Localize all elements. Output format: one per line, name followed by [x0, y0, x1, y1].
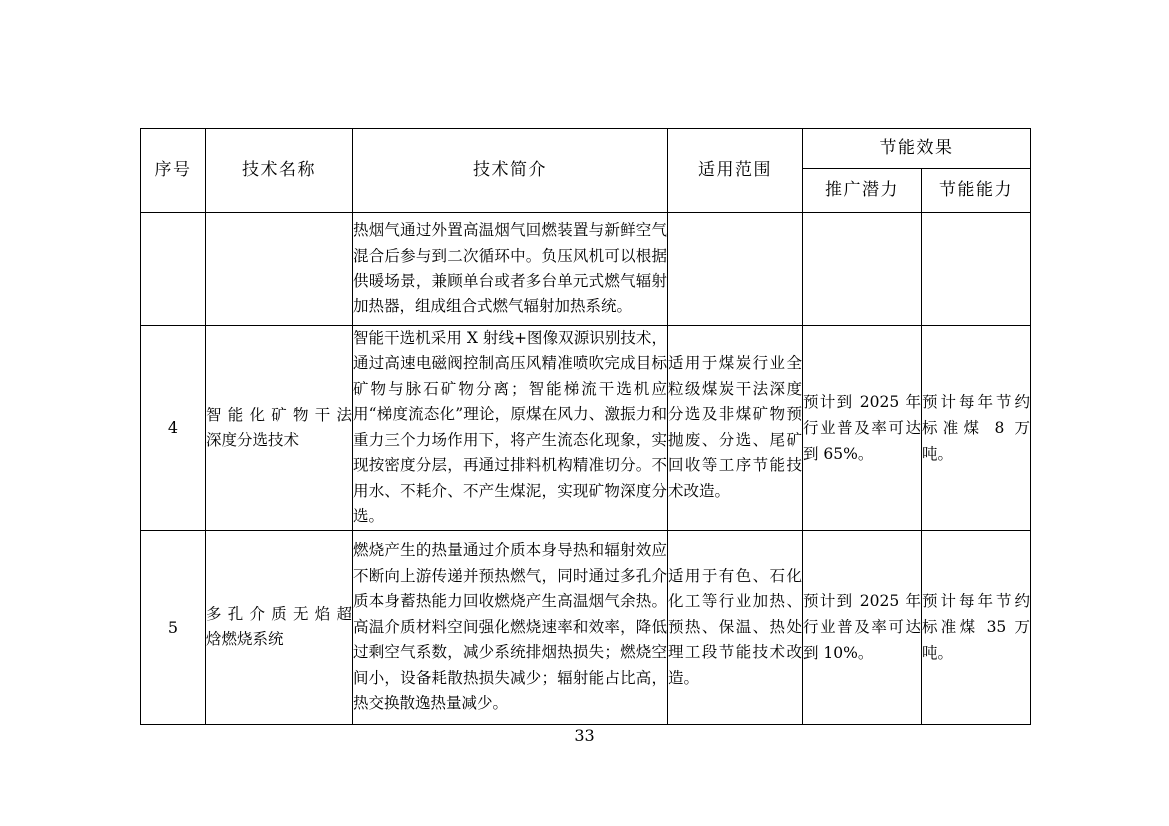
page-number: 33: [574, 726, 595, 745]
cell-saving-capacity: 预计每年节约标准煤 8 万吨。: [922, 326, 1031, 531]
column-header-saving-capacity: 节能能力: [922, 169, 1031, 213]
column-header-promotion-potential: 推广潜力: [803, 169, 922, 213]
table-row: [141, 326, 1031, 531]
table-header-row-primary: [141, 129, 1031, 169]
cell-saving-capacity: [922, 213, 1031, 326]
cell-scope: 适用于有色、石化化工等行业加热、预热、保温、热处理工段节能技术改造。: [668, 530, 803, 724]
column-header-tech-name: 技术名称: [206, 129, 353, 213]
energy-saving-technology-table: [140, 128, 1031, 725]
cell-tech-name: [206, 213, 353, 326]
table-header: [141, 129, 1031, 213]
cell-tech-intro: 燃烧产生的热量通过介质本身导热和辐射效应不断向上游传递并预热燃气，同时通过多孔介质本身蓄热能力回收燃烧产生高温烟气余热。高温介质材料空间强化燃烧速率和效率，降低过剩空气系数，减少系统排烟热损失；燃烧空间小，设备耗散热损失减少；辐射能占比高，热交换散逸热量减少。: [353, 530, 668, 724]
cell-scope: 适用于煤炭行业全粒级煤炭干法深度分选及非煤矿物预抛废、分选、尾矿回收等工序节能技术改造。: [668, 326, 803, 531]
cell-tech-intro: 热烟气通过外置高温烟气回燃装置与新鲜空气混合后参与到二次循环中。负压风机可以根据供暖场景，兼顾单台或者多台单元式燃气辐射加热器，组成组合式燃气辐射加热系统。: [353, 213, 668, 326]
table-row: [141, 530, 1031, 724]
cell-saving-capacity: 预计每年节约标准煤 35 万吨。: [922, 530, 1031, 724]
energy-saving-technology-table-wrapper: [140, 128, 1030, 725]
cell-tech-intro: 智能干选机采用 X 射线+图像双源识别技术，通过高速电磁阀控制高压风精准喷吹完成目标矿物与脉石矿物分离；智能梯流干选机应用“梯度流态化”理论，原煤在风力、激振力和重力三个力场作用下，将产生流态化现象，实现按密度分层，再通过排料机构精准切分。不用水、不耗介、不产生煤泥，实现矿物深度分选。: [353, 326, 668, 531]
cell-tech-name: [206, 530, 353, 724]
column-header-tech-intro: 技术简介: [353, 129, 668, 213]
cell-scope: [668, 213, 803, 326]
cell-promotion-potential: [803, 213, 922, 326]
cell-tech-name: [206, 326, 353, 531]
table-body: [141, 213, 1031, 725]
cell-promotion-potential: 预计到 2025 年行业普及率可达到 10%。: [803, 530, 922, 724]
cell-index: 5: [141, 530, 206, 724]
cell-tech-name-line: 多孔介质无焰超: [206, 605, 352, 624]
cell-tech-name-line: 深度分选技术: [206, 430, 300, 449]
cell-tech-name-line: 智能化矿物干法: [206, 405, 352, 424]
column-header-index: 序号: [141, 129, 206, 213]
cell-index: [141, 213, 206, 326]
cell-promotion-potential: 预计到 2025 年行业普及率可达到 65%。: [803, 326, 922, 531]
column-header-scope: 适用范围: [668, 129, 803, 213]
table-row: [141, 213, 1031, 326]
cell-tech-name-line: 焓燃烧系统: [206, 630, 284, 649]
column-header-effect-group: 节能效果: [803, 129, 1031, 169]
cell-index: 4: [141, 326, 206, 531]
